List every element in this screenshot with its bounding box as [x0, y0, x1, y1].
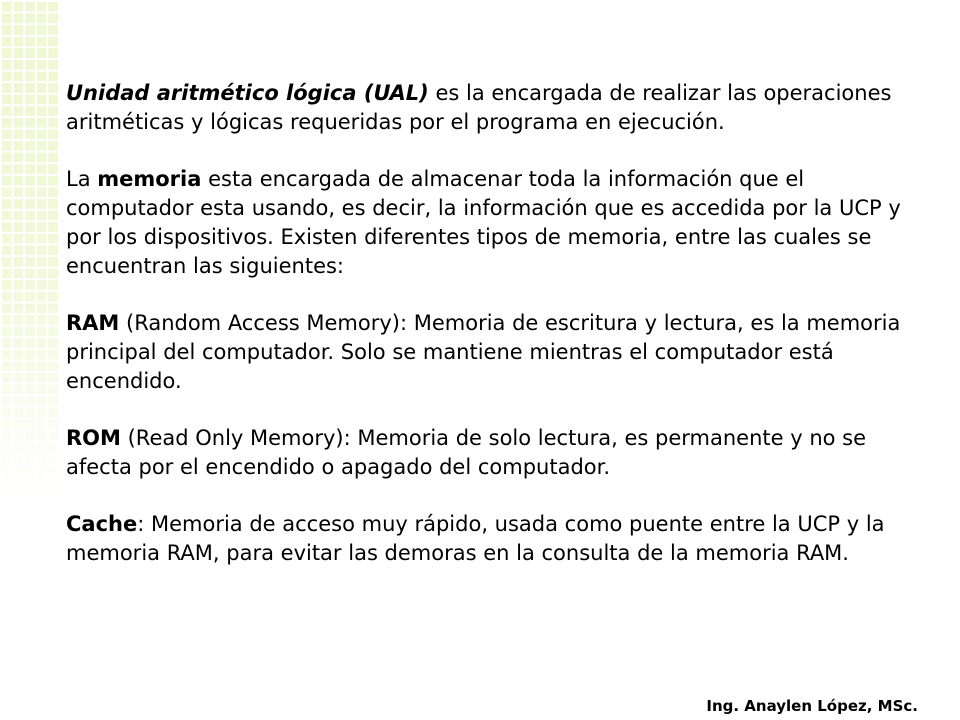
paragraph-ram — [66, 309, 916, 396]
footer-author: Ing. Anaylen López, MSc. — [706, 697, 918, 715]
decorative-grid-strip — [0, 0, 58, 500]
term-rom: ROM — [66, 426, 121, 450]
term-ram: RAM — [66, 311, 120, 335]
slide-body — [66, 79, 916, 568]
paragraph-rom-text: (Read Only Memory): Memoria de solo lectura, es permanente y no se afecta por el encendido o apagado del computador. — [66, 426, 867, 479]
paragraph-rom — [66, 424, 916, 482]
term-memoria: memoria — [97, 167, 202, 191]
term-cache: Cache — [66, 512, 138, 536]
term-ual: Unidad aritmético lógica (UAL) — [66, 81, 429, 105]
paragraph-memoria — [66, 165, 916, 281]
paragraph-ram-text: (Random Access Memory): Memoria de escritura y lectura, es la memoria principal del computador. Solo se mantiene mientras el computador está encendido. — [66, 311, 901, 393]
paragraph-cache-text: : Memoria de acceso muy rápido, usada como puente entre la UCP y la memoria RAM, para evitar las demoras en la consulta de la memoria RAM. — [66, 512, 885, 565]
paragraph-ual — [66, 79, 916, 137]
paragraph-cache — [66, 510, 916, 568]
paragraph-memoria-text: esta encargada de almacenar toda la información que el computador esta usando, es decir, la información que es accedida por la UCP y por los dispositivos. Existen diferentes tipos de memoria, entre las cuales se encuentran las siguientes: — [66, 167, 901, 278]
paragraph-ual-text: es la encargada de realizar las operaciones aritméticas y lógicas requeridas por el programa en ejecución. — [66, 81, 892, 134]
paragraph-memoria-lead: La — [66, 167, 98, 191]
